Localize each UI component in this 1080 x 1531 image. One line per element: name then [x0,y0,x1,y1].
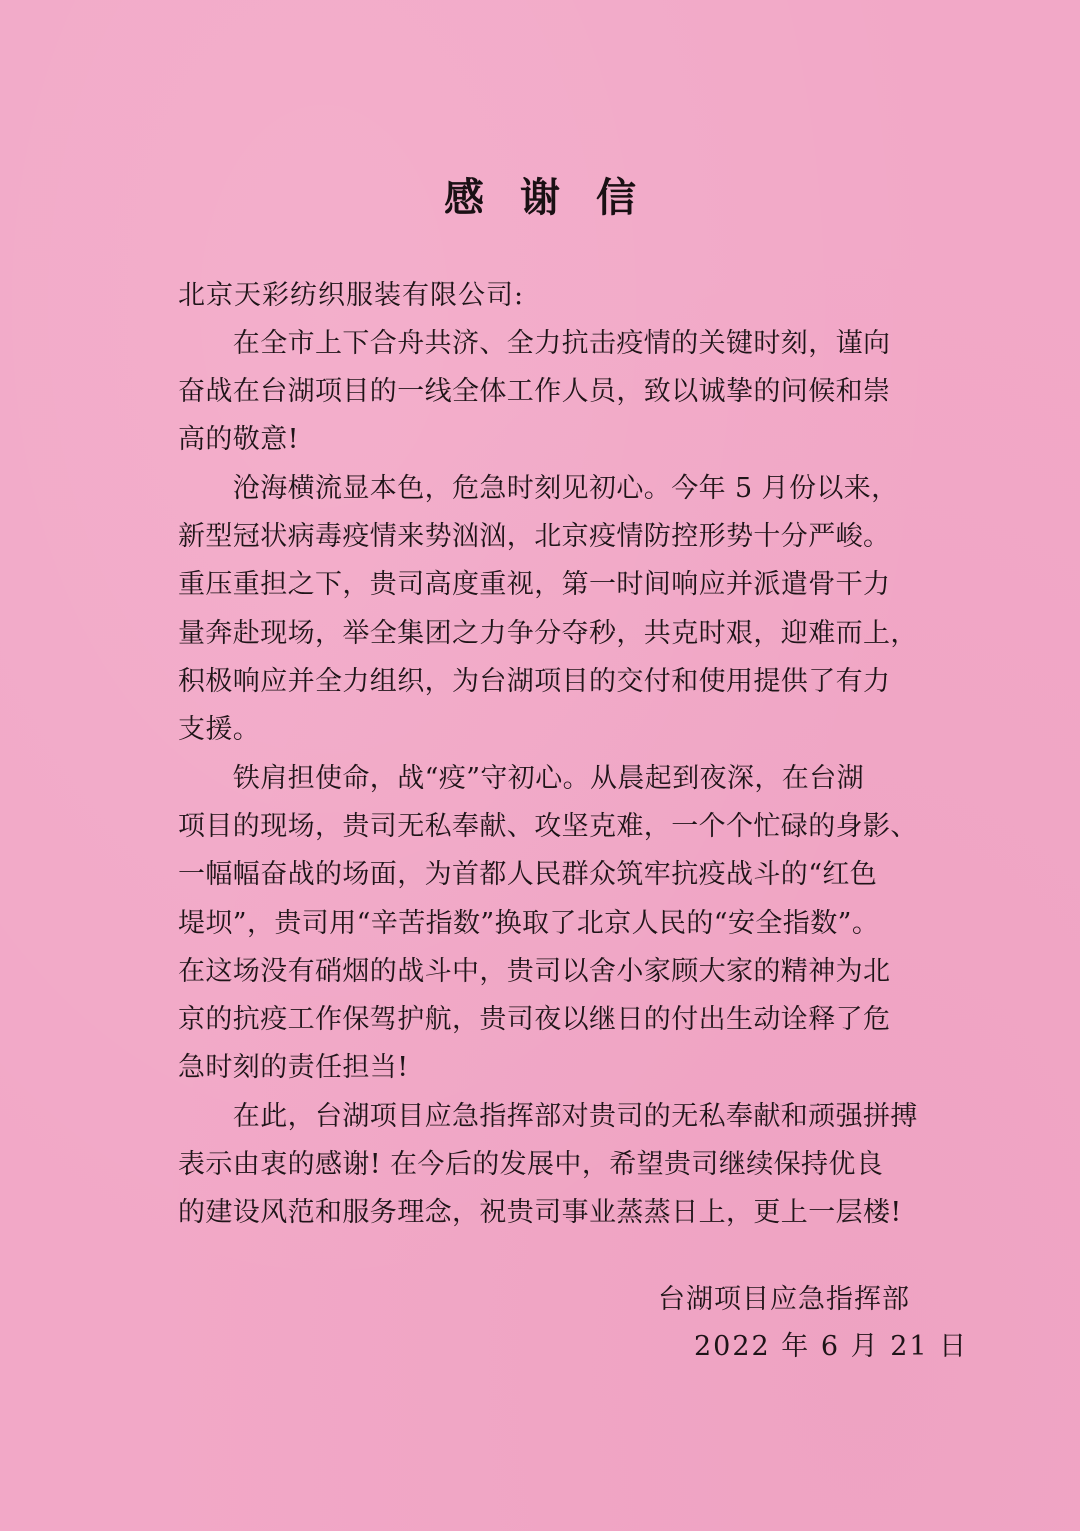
letter-paragraph-3: 铁肩担使命，战“疫”守初心。从晨起到夜深，在台湖 项目的现场，贵司无私奉献、攻坚克难，一个个忙碌的身影、 一幅幅奋战的场面，为首都人民群众筑牢抗疫战斗的“红色 堤坝”，贵司用“辛苦指数”换取了北京人民的“安全指数”。 在这场没有硝烟的战斗中，贵司以舍小家顾大家的精神为北 京的抗疫工作保驾护航，贵司夜以继日的付出生动诠释了危 急时刻的责任担当! [178,763,918,1084]
letter-paragraph-4: 在此，台湖项目应急指挥部对贵司的无私奉献和顽强拼搏 表示由衷的感谢! 在今后的发展中，希望贵司继续保持优良 的建设风范和服务理念，祝贵司事业蒸蒸日上，更上一层楼! [178,1101,918,1229]
letter-paragraph-2: 沧海横流显本色，危急时刻见初心。今年 5 月份以来， 新型冠状病毒疫情来势汹汹，北京疫情防控形势十分严峻。 重压重担之下，贵司高度重视，第一时间响应并派遣骨干力 量奔赴现场，举全集团之力争分夺秒，共克时艰，迎难而上， 积极响应并全力组织，为台湖项目的交付和使用提供了有力 支援。 [178,473,918,746]
signature-date: 2022 年 6 月 21 日 [694,1331,969,1362]
letter-salutation: 北京天彩纺织服装有限公司: [178,280,525,311]
letter-title: 感谢信 [444,175,672,221]
signature-organization: 台湖项目应急指挥部 [658,1284,910,1315]
letter-paragraph-1: 在全市上下合舟共济、全力抗击疫情的关键时刻，谨向 奋战在台湖项目的一线全体工作人员，致以诚挚的问候和崇 高的敬意! [178,328,891,456]
